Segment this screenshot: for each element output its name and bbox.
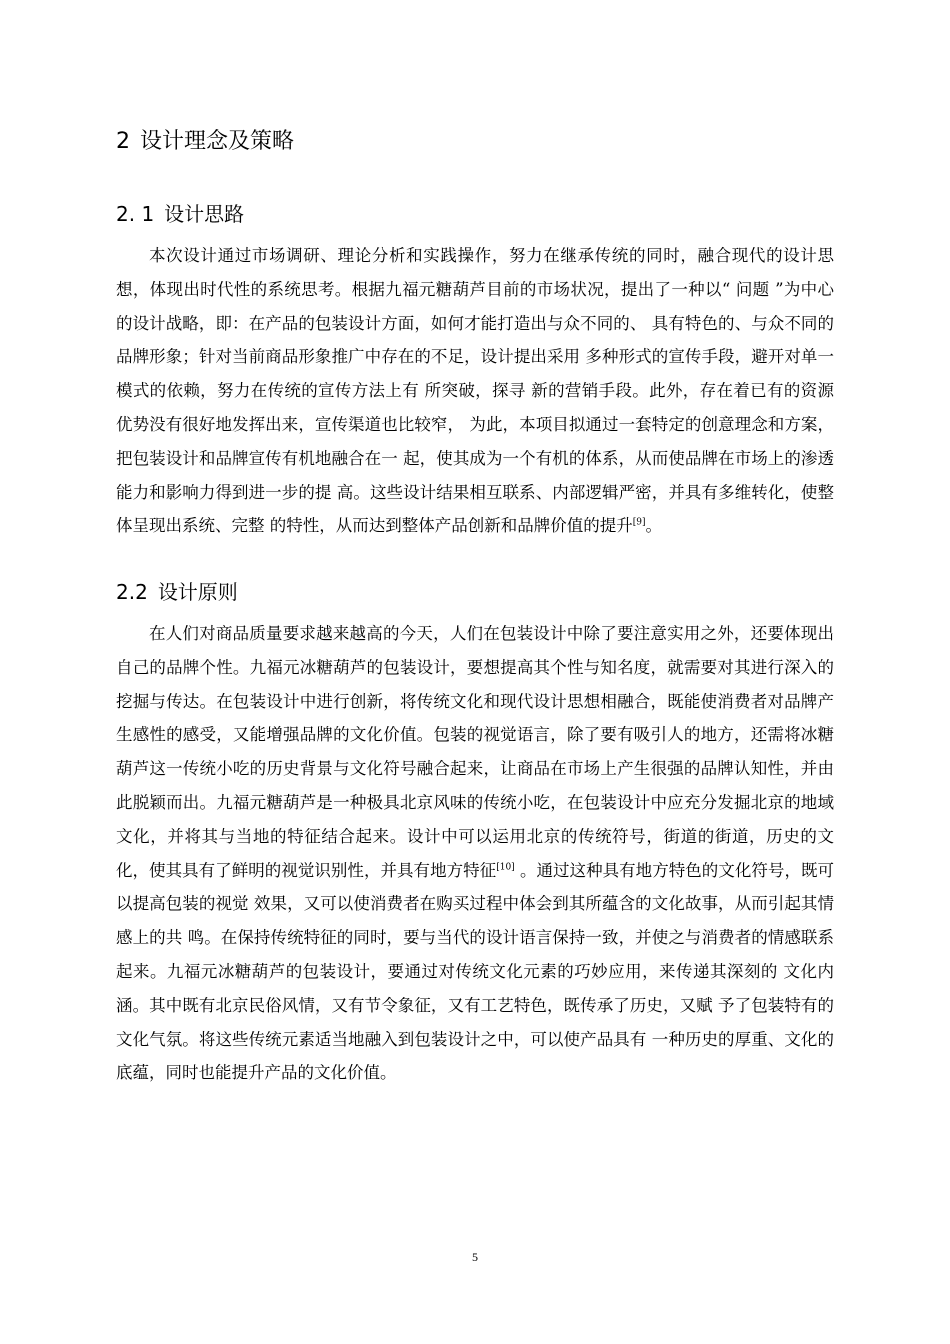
- section-heading-design-idea: [116, 198, 244, 227]
- paragraph-design-principle: [116, 617, 834, 1090]
- paragraph-text: 本次设计通过市场调研、理论分析和实践操作，努力在继承传统的同时，融合现代的设计思想，体现出时代性的系统思考。根据九福元糖葫芦目前的市场状况，提出了一种以“ 问题 ”为中心的设计战略，即：在产品的包装设计方面，如何才能打造出与众不同的、 具有特色的、与众不同的品牌形象；针对当前商品形象推广中存在的不足，设计提出采用 多种形式的宣传手段，避开对单一模式的依赖，努力在传统的宣传方法上有 所突破，探寻 新的营销手段。此外，存在着已有的资源优势没有很好地发挥出来，宣传渠道也比较窄， 为此，本项目拟通过一套特定的创意理念和方案，把包装设计和品牌宣传有机地融合在一 起，使其成为一个有机的体系，从而使品牌在市场上的渗透能力和影响力得到进一步的提 高。这些设计结果相互联系、内部逻辑严密，并具有多维转化，使整体呈现出系统、完整 的特性，从而达到整体产品创新和品牌价值的提升: [116, 246, 834, 536]
- section-heading-design-principle: [116, 576, 238, 605]
- paragraph-text-end: 。通过这种具有地方特色的文化符号，既可以提高包装的视觉 效果，又可以使消费者在购买过程中体会到其所蕴含的文化故事，从而引起其情感上的共 鸣。在保持传统特征的同时，要与当代的设计语言保持一致，并使之与消费者的情感联系 起来。九福元冰糖葫芦的包装设计，要通过对传统文化元素的巧妙应用，来传递其深刻的 文化内涵。其中既有北京民俗风情，又有节令象征，又有工艺特色，既传承了历史，又赋 予了包装特有的文化气氛。将这些传统元素适当地融入到包装设计之中，可以使产品具有 一种历史的厚重、文化的底蕴，同时也能提升产品的文化价值。: [116, 860, 835, 1083]
- paragraph-end: 。: [645, 516, 662, 536]
- paragraph-text-start: 在人们对商品质量要求越来越高的今天，人们在包装设计中除了要注意实用之外，还要体现出自己的品牌个性。九福元冰糖葫芦的包装设计，要想提高其个性与知名度，就需要对其进行深入的挖掘与传达。在包装设计中进行创新，将传统文化和现代设计思想相融合，既能使消费者对品牌产生感性的感受，又能增强品牌的文化价值。包装的视觉语言，除了要有吸引人的地方，还需将冰糖葫芦这一传统小吃的历史背景与文化符号融合起来，让商品在市场上产生很强的品牌认知性，并由此脱颖而出。九福元糖葫芦是一种极具北京风味的传统小吃，在包装设计中应充分发掘北京的地域文化，并将其与当地的特征结合起来。设计中可以运用北京的传统符号，街道的街道，历史的文化，使其具有了鲜明的视觉识别性，并具有地方特征: [116, 624, 834, 880]
- section-title: 设计原则: [157, 580, 238, 604]
- section-number: 2. 1: [116, 202, 155, 226]
- chapter-heading: [116, 124, 294, 155]
- section-number: 2.2: [116, 580, 148, 604]
- page-number: 5: [472, 1250, 478, 1264]
- section-title: 设计思路: [164, 202, 245, 226]
- citation-marker: [9]: [632, 517, 646, 528]
- citation-marker: [10]: [496, 862, 515, 873]
- paragraph-design-idea: [116, 239, 834, 543]
- chapter-title: 设计理念及策略: [140, 129, 295, 154]
- chapter-number: 2: [116, 129, 130, 154]
